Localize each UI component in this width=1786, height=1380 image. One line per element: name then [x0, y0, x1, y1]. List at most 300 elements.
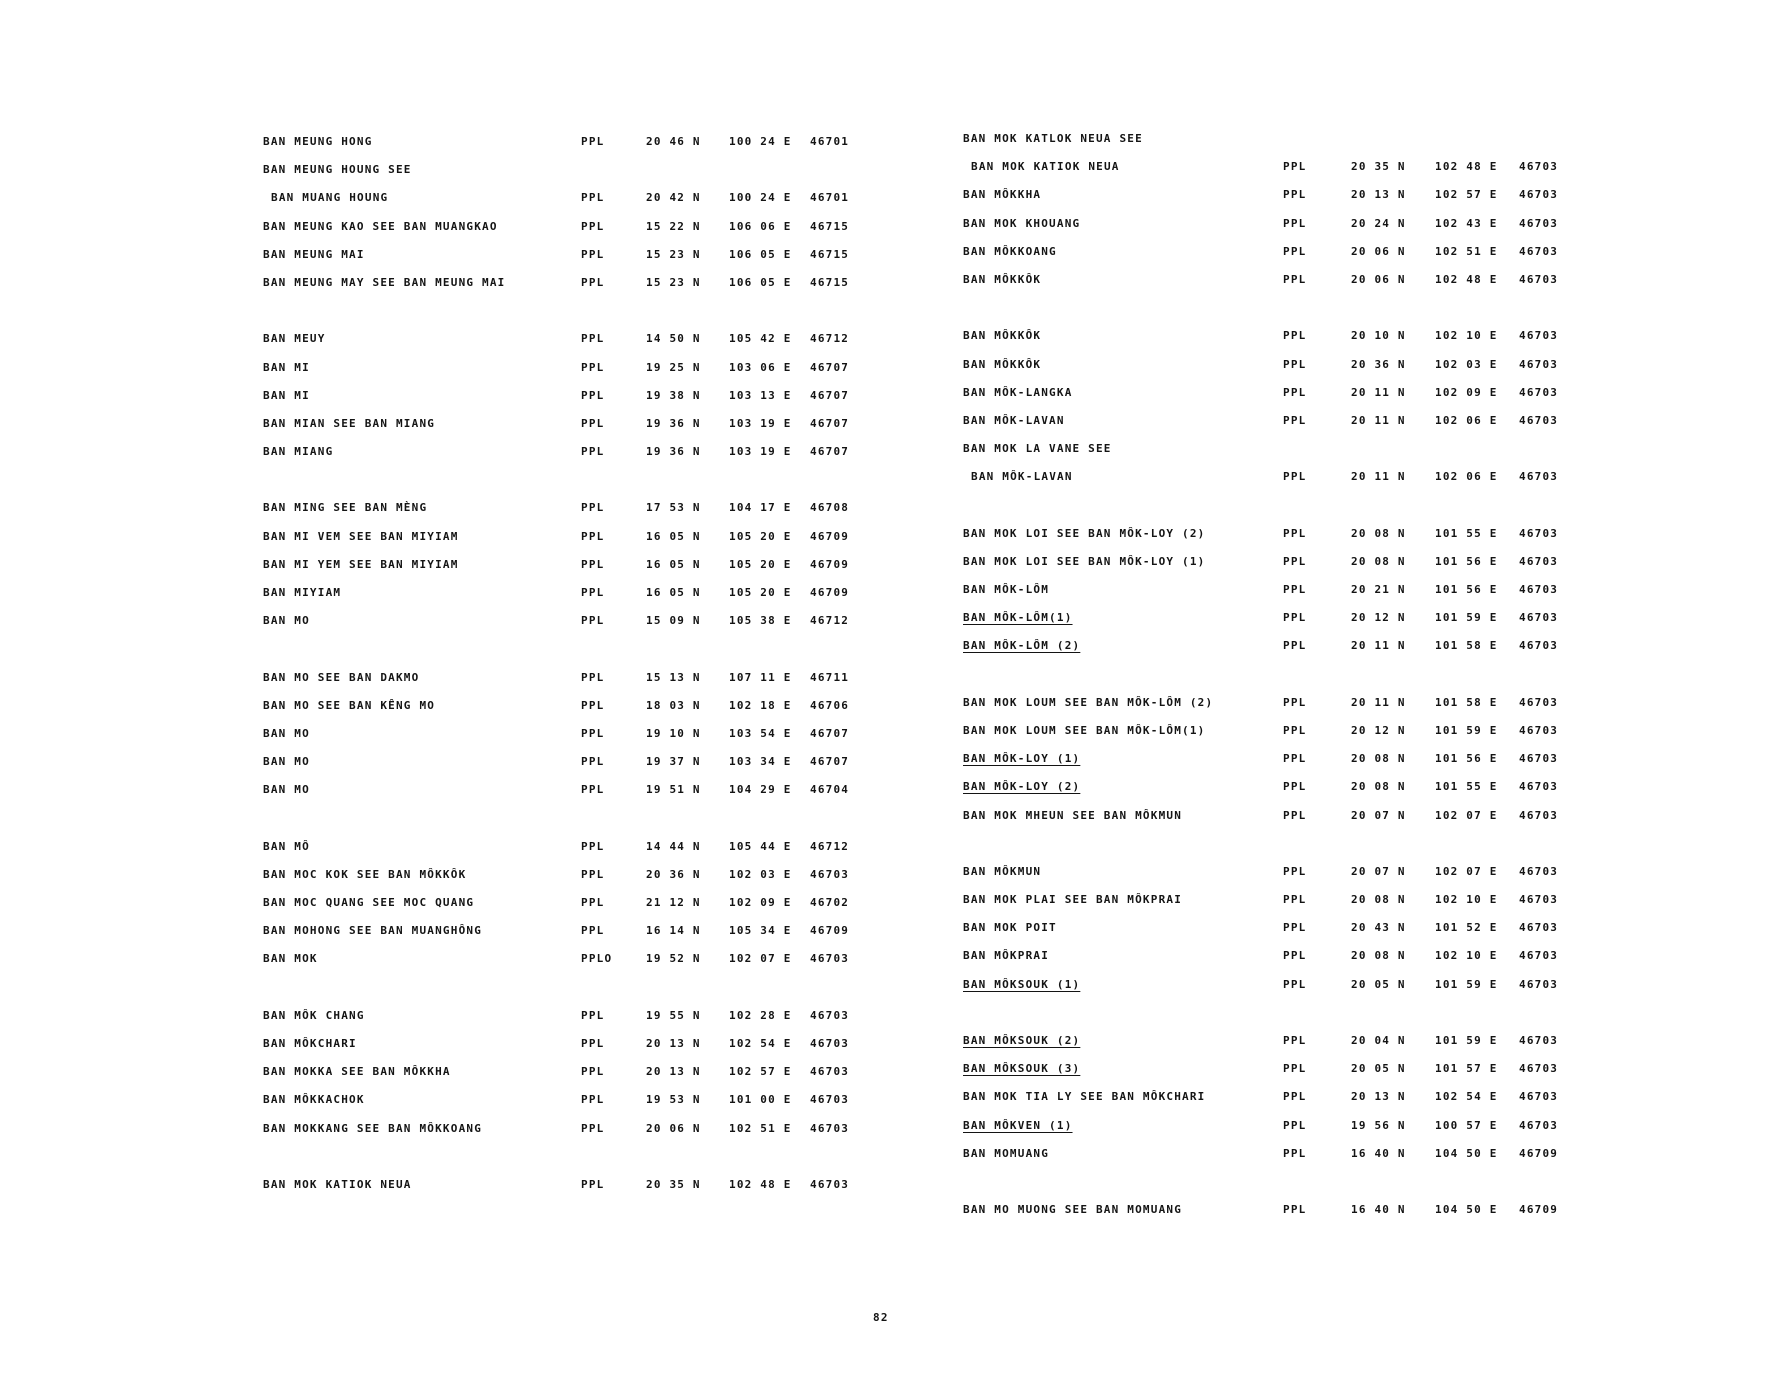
map-code: 46709	[810, 924, 850, 938]
feature-class: PPL	[581, 501, 605, 515]
longitude: 103 19 E	[729, 416, 792, 430]
feature-class: PPL	[581, 416, 605, 430]
feature-class: PPL	[1283, 808, 1307, 822]
gazetteer-entry	[263, 1087, 863, 1115]
map-code: 46709	[1519, 1146, 1559, 1160]
section-gap	[263, 636, 863, 664]
longitude: 105 44 E	[729, 839, 792, 853]
longitude: 100 57 E	[1435, 1118, 1498, 1132]
latitude: 19 53 N	[646, 1093, 701, 1107]
feature-class: PPL	[581, 839, 605, 853]
longitude: 102 28 E	[729, 1008, 792, 1022]
gazetteer-entry	[963, 380, 1583, 408]
gazetteer-entry	[963, 859, 1583, 887]
gazetteer-entry	[263, 918, 863, 946]
map-code: 46709	[810, 586, 850, 599]
map-code: 46703	[1519, 611, 1559, 625]
gazetteer-entry	[963, 1084, 1583, 1112]
gazetteer-entry	[263, 1116, 863, 1144]
map-code: 46703	[810, 1121, 850, 1135]
feature-class: PPL	[581, 191, 605, 205]
feature-class: PPLO	[581, 952, 613, 966]
gazetteer-entry	[963, 408, 1583, 436]
map-code: 46707	[810, 755, 850, 769]
latitude: 20 06 N	[1351, 272, 1406, 286]
latitude: 14 44 N	[646, 839, 701, 853]
gazetteer-entry	[963, 436, 1583, 464]
longitude: 102 06 E	[1435, 413, 1498, 427]
gazetteer-entry	[963, 182, 1583, 210]
latitude: 20 12 N	[1351, 723, 1406, 737]
gazetteer-entry	[963, 803, 1583, 831]
place-name: BAN MOMUANG	[963, 1146, 1050, 1160]
place-name: BAN MI	[263, 360, 310, 374]
latitude: 19 38 N	[646, 388, 701, 402]
map-code: 46703	[1519, 357, 1559, 371]
longitude: 101 58 E	[1435, 695, 1498, 709]
longitude: 101 56 E	[1435, 752, 1498, 766]
map-code: 46711	[810, 670, 850, 684]
map-code: 46703	[1519, 780, 1559, 794]
place-name: BAN MOK KHOUANG	[963, 216, 1081, 230]
map-code: 46708	[810, 501, 850, 515]
latitude: 20 24 N	[1351, 216, 1406, 230]
latitude: 20 11 N	[1351, 385, 1406, 399]
feature-class: PPL	[1283, 357, 1307, 371]
place-name: BAN MOK LOUM SEE BAN MÔK-LÔM(1)	[963, 723, 1206, 737]
gazetteer-entry	[263, 608, 863, 636]
gazetteer-entry	[963, 521, 1583, 549]
map-code: 46703	[1519, 470, 1559, 484]
latitude: 15 09 N	[646, 614, 701, 628]
feature-class: PPL	[581, 1065, 605, 1079]
feature-class: PPL	[581, 1093, 605, 1107]
longitude: 102 10 E	[1435, 329, 1498, 343]
feature-class: PPL	[1283, 639, 1307, 653]
longitude: 100 24 E	[729, 191, 792, 205]
place-name: BAN MOK LOI SEE BAN MÔK-LOY (2)	[963, 526, 1206, 540]
gazetteer-entry	[963, 1197, 1583, 1225]
map-code: 46703	[1519, 160, 1559, 174]
map-code: 46703	[810, 867, 850, 881]
gazetteer-entry	[963, 323, 1583, 351]
feature-class: PPL	[1283, 1146, 1307, 1160]
gazetteer-entry	[963, 126, 1583, 154]
latitude: 20 06 N	[1351, 244, 1406, 258]
place-name: BAN MUANG HOUNG	[271, 191, 389, 205]
longitude: 105 42 E	[729, 332, 792, 346]
latitude: 16 14 N	[646, 924, 701, 938]
place-name: BAN MEUNG MAI	[263, 247, 365, 261]
map-code: 46712	[810, 614, 850, 628]
place-name: BAN MÔKSOUK (2)	[963, 1034, 1081, 1047]
gazetteer-entry	[263, 1172, 863, 1200]
latitude: 20 11 N	[1351, 413, 1406, 427]
feature-class: PPL	[1283, 160, 1307, 174]
feature-class: PPL	[581, 1037, 605, 1050]
latitude: 15 22 N	[646, 219, 701, 233]
gazetteer-entry	[263, 185, 863, 213]
longitude: 101 56 E	[1435, 583, 1498, 596]
place-name: BAN MÔKKÔK	[963, 329, 1042, 343]
feature-class: PPL	[1283, 949, 1307, 963]
longitude: 101 55 E	[1435, 526, 1498, 540]
place-name: BAN MOKKA SEE BAN MÔKKHA	[263, 1065, 451, 1079]
latitude: 20 04 N	[1351, 1034, 1406, 1047]
feature-class: PPL	[581, 135, 605, 148]
longitude: 105 20 E	[729, 529, 792, 543]
gazetteer-entry	[963, 633, 1583, 661]
longitude: 104 17 E	[729, 501, 792, 515]
latitude: 20 12 N	[1351, 611, 1406, 625]
feature-class: PPL	[581, 529, 605, 543]
section-gap	[963, 1169, 1583, 1197]
feature-class: PPL	[1283, 893, 1307, 907]
longitude: 100 24 E	[729, 135, 792, 148]
gazetteer-entry	[963, 1141, 1583, 1169]
place-name: BAN MÔK-LAVAN	[971, 470, 1073, 484]
feature-class: PPL	[1283, 752, 1307, 766]
gazetteer-entry	[263, 721, 863, 749]
place-name: BAN MO	[263, 783, 310, 797]
gazetteer-entry	[963, 464, 1583, 492]
place-name: BAN MOK KATIOK NEUA	[263, 1177, 412, 1191]
gazetteer-entry	[263, 834, 863, 862]
place-name: BAN MOK	[263, 952, 318, 966]
place-name: BAN MO SEE BAN DAKMO	[263, 670, 420, 684]
map-code: 46703	[1519, 1062, 1559, 1076]
feature-class: PPL	[1283, 1090, 1307, 1104]
latitude: 20 13 N	[646, 1037, 701, 1050]
latitude: 18 03 N	[646, 698, 701, 712]
longitude: 101 52 E	[1435, 921, 1498, 935]
latitude: 20 21 N	[1351, 583, 1406, 596]
longitude: 103 06 E	[729, 360, 792, 374]
gazetteer-entry	[263, 777, 863, 805]
latitude: 20 08 N	[1351, 780, 1406, 794]
place-name: BAN MING SEE BAN MÈNG	[263, 501, 428, 515]
feature-class: PPL	[581, 247, 605, 261]
gazetteer-entry	[263, 890, 863, 918]
feature-class: PPL	[1283, 329, 1307, 343]
longitude: 106 05 E	[729, 275, 792, 289]
gazetteer-entry	[963, 746, 1583, 774]
place-name: BAN MOC KOK SEE BAN MÔKKÔK	[263, 867, 467, 881]
gazetteer-entry	[963, 1056, 1583, 1084]
longitude: 102 10 E	[1435, 949, 1498, 963]
longitude: 103 54 E	[729, 726, 792, 740]
gazetteer-entry	[263, 693, 863, 721]
place-name: BAN MÔK-LÔM(1)	[963, 611, 1073, 625]
feature-class: PPL	[1283, 695, 1307, 709]
latitude: 20 07 N	[1351, 864, 1406, 878]
page-number: 82	[873, 1311, 889, 1324]
map-code: 46703	[1519, 977, 1559, 991]
latitude: 19 52 N	[646, 952, 701, 966]
gazetteer-entry	[963, 154, 1583, 182]
map-code: 46703	[810, 952, 850, 966]
feature-class: PPL	[581, 896, 605, 910]
place-name: BAN MOK KATIOK NEUA	[971, 160, 1120, 174]
map-code: 46703	[1519, 752, 1559, 766]
latitude: 20 10 N	[1351, 329, 1406, 343]
gazetteer-entry	[963, 1028, 1583, 1056]
longitude: 105 34 E	[729, 924, 792, 938]
latitude: 20 36 N	[1351, 357, 1406, 371]
gazetteer-entry	[263, 665, 863, 693]
latitude: 20 43 N	[1351, 921, 1406, 935]
place-name: BAN MÔKPRAI	[963, 949, 1050, 963]
latitude: 20 08 N	[1351, 554, 1406, 568]
gazetteer-entry	[963, 239, 1583, 267]
gazetteer-entry	[263, 552, 863, 580]
map-code: 46709	[810, 529, 850, 543]
longitude: 107 11 E	[729, 670, 792, 684]
map-code: 46703	[1519, 526, 1559, 540]
map-code: 46707	[810, 445, 850, 459]
gazetteer-entry	[263, 157, 863, 185]
place-name: BAN MÔKKÔK	[963, 357, 1042, 371]
place-name: BAN MOK KATLOK NEUA SEE	[963, 132, 1143, 145]
longitude: 101 00 E	[729, 1093, 792, 1107]
latitude: 20 11 N	[1351, 639, 1406, 653]
gazetteer-entry	[263, 580, 863, 608]
gazetteer-entry	[263, 1031, 863, 1059]
longitude: 105 20 E	[729, 557, 792, 571]
place-name: BAN MÔKSOUK (3)	[963, 1062, 1081, 1076]
feature-class: PPL	[581, 275, 605, 289]
place-name: BAN MEUNG KAO SEE BAN MUANGKAO	[263, 219, 498, 233]
map-code: 46703	[1519, 413, 1559, 427]
latitude: 20 13 N	[1351, 188, 1406, 202]
feature-class: PPL	[1283, 1203, 1307, 1217]
map-code: 46703	[810, 1093, 850, 1107]
place-name: BAN MOK LA VANE SEE	[963, 442, 1112, 456]
longitude: 101 59 E	[1435, 611, 1498, 625]
place-name: BAN MOK TIA LY SEE BAN MÔKCHARI	[963, 1090, 1206, 1104]
longitude: 102 54 E	[1435, 1090, 1498, 1104]
gazetteer-entry	[263, 862, 863, 890]
map-code: 46703	[1519, 272, 1559, 286]
feature-class: PPL	[581, 388, 605, 402]
place-name: BAN MÔKSOUK (1)	[963, 977, 1081, 991]
feature-class: PPL	[1283, 921, 1307, 935]
place-name: BAN MÔ	[263, 839, 310, 853]
longitude: 104 50 E	[1435, 1203, 1498, 1217]
gazetteer-entry	[263, 495, 863, 523]
map-code: 46703	[1519, 554, 1559, 568]
place-name: BAN MÔKKÔK	[963, 272, 1042, 286]
longitude: 103 13 E	[729, 388, 792, 402]
gazetteer-entry	[263, 411, 863, 439]
longitude: 104 29 E	[729, 783, 792, 797]
gazetteer-entry	[963, 915, 1583, 943]
latitude: 20 35 N	[646, 1177, 701, 1191]
place-name: BAN MO	[263, 726, 310, 740]
section-gap	[263, 975, 863, 1003]
feature-class: PPL	[1283, 470, 1307, 484]
latitude: 20 11 N	[1351, 470, 1406, 484]
feature-class: PPL	[581, 1177, 605, 1191]
longitude: 104 50 E	[1435, 1146, 1498, 1160]
place-name: BAN MO MUONG SEE BAN MOMUANG	[963, 1203, 1183, 1217]
longitude: 102 48 E	[729, 1177, 792, 1191]
gazetteer-entry	[263, 270, 863, 298]
place-name: BAN MÔK-LOY (2)	[963, 780, 1081, 794]
latitude: 19 37 N	[646, 755, 701, 769]
place-name: BAN MÔK CHANG	[263, 1008, 365, 1022]
feature-class: PPL	[1283, 1062, 1307, 1076]
longitude: 102 07 E	[1435, 808, 1498, 822]
feature-class: PPL	[581, 219, 605, 233]
latitude: 20 06 N	[646, 1121, 701, 1135]
map-code: 46707	[810, 388, 850, 402]
longitude: 105 20 E	[729, 586, 792, 599]
longitude: 106 06 E	[729, 219, 792, 233]
place-name: BAN MOC QUANG SEE MOC QUANG	[263, 896, 475, 910]
gazetteer-entry	[963, 577, 1583, 605]
gazetteer-entry	[963, 211, 1583, 239]
place-name: BAN MO	[263, 614, 310, 628]
map-code: 46704	[810, 783, 850, 797]
feature-class: PPL	[1283, 272, 1307, 286]
latitude: 16 40 N	[1351, 1203, 1406, 1217]
longitude: 101 58 E	[1435, 639, 1498, 653]
place-name: BAN MOK LOI SEE BAN MÔK-LOY (1)	[963, 554, 1206, 568]
latitude: 19 51 N	[646, 783, 701, 797]
map-code: 46703	[1519, 329, 1559, 343]
gazetteer-entry	[963, 774, 1583, 802]
map-code: 46706	[810, 698, 850, 712]
longitude: 102 10 E	[1435, 893, 1498, 907]
latitude: 20 13 N	[1351, 1090, 1406, 1104]
gazetteer-entry	[963, 972, 1583, 1000]
section-gap	[963, 1000, 1583, 1028]
latitude: 20 13 N	[646, 1065, 701, 1079]
longitude: 102 57 E	[729, 1065, 792, 1079]
map-code: 46701	[810, 135, 850, 148]
map-code: 46702	[810, 896, 850, 910]
section-gap	[963, 492, 1583, 520]
latitude: 15 13 N	[646, 670, 701, 684]
map-code: 46703	[810, 1065, 850, 1079]
feature-class: PPL	[1283, 583, 1307, 596]
longitude: 103 19 E	[729, 445, 792, 459]
map-code: 46709	[810, 557, 850, 571]
latitude: 19 36 N	[646, 416, 701, 430]
left-column	[263, 129, 863, 1200]
feature-class: PPL	[1283, 1034, 1307, 1047]
latitude: 20 11 N	[1351, 695, 1406, 709]
feature-class: PPL	[581, 924, 605, 938]
gazetteer-entry	[963, 718, 1583, 746]
longitude: 103 34 E	[729, 755, 792, 769]
latitude: 19 55 N	[646, 1008, 701, 1022]
place-name: BAN MÔKKHA	[963, 188, 1042, 202]
map-code: 46703	[1519, 1090, 1559, 1104]
map-code: 46715	[810, 219, 850, 233]
gazetteer-entry	[263, 524, 863, 552]
latitude: 20 07 N	[1351, 808, 1406, 822]
feature-class: PPL	[581, 557, 605, 571]
longitude: 102 09 E	[729, 896, 792, 910]
longitude: 102 06 E	[1435, 470, 1498, 484]
feature-class: PPL	[1283, 526, 1307, 540]
gazetteer-entry	[263, 326, 863, 354]
latitude: 16 05 N	[646, 557, 701, 571]
map-code: 46712	[810, 332, 850, 346]
map-code: 46703	[810, 1177, 850, 1191]
longitude: 101 57 E	[1435, 1062, 1498, 1076]
map-code: 46703	[1519, 1034, 1559, 1047]
feature-class: PPL	[581, 726, 605, 740]
place-name: BAN MÔKVEN (1)	[963, 1118, 1073, 1132]
latitude: 19 36 N	[646, 445, 701, 459]
feature-class: PPL	[581, 698, 605, 712]
latitude: 16 05 N	[646, 586, 701, 599]
map-code: 46707	[810, 416, 850, 430]
gazetteer-entry	[963, 267, 1583, 295]
section-gap	[963, 662, 1583, 690]
map-code: 46707	[810, 726, 850, 740]
longitude: 101 59 E	[1435, 977, 1498, 991]
map-code: 46703	[1519, 695, 1559, 709]
place-name: BAN MÔKMUN	[963, 864, 1042, 878]
section-gap	[263, 298, 863, 326]
longitude: 102 57 E	[1435, 188, 1498, 202]
place-name: BAN MOK MHEUN SEE BAN MÔKMUN	[963, 808, 1183, 822]
map-code: 46703	[810, 1037, 850, 1050]
longitude: 102 54 E	[729, 1037, 792, 1050]
gazetteer-entry	[963, 352, 1583, 380]
place-name: BAN MÔKKOANG	[963, 244, 1057, 258]
longitude: 102 51 E	[1435, 244, 1498, 258]
feature-class: PPL	[1283, 385, 1307, 399]
gazetteer-entry	[263, 214, 863, 242]
feature-class: PPL	[1283, 244, 1307, 258]
map-code: 46703	[1519, 864, 1559, 878]
feature-class: PPL	[581, 360, 605, 374]
latitude: 20 42 N	[646, 191, 701, 205]
longitude: 102 07 E	[729, 952, 792, 966]
map-code: 46709	[1519, 1203, 1559, 1217]
latitude: 20 08 N	[1351, 526, 1406, 540]
feature-class: PPL	[1283, 611, 1307, 625]
place-name: BAN MEUNG HOUNG SEE	[263, 163, 412, 177]
gazetteer-entry	[263, 946, 863, 974]
longitude: 102 09 E	[1435, 385, 1498, 399]
place-name: BAN MÔKKACHOK	[263, 1093, 365, 1107]
longitude: 102 07 E	[1435, 864, 1498, 878]
place-name: BAN MOKKANG SEE BAN MÔKKOANG	[263, 1121, 483, 1135]
latitude: 19 25 N	[646, 360, 701, 374]
map-code: 46703	[810, 1008, 850, 1022]
longitude: 106 05 E	[729, 247, 792, 261]
feature-class: PPL	[1283, 1118, 1307, 1132]
gazetteer-entry	[963, 549, 1583, 577]
map-code: 46703	[1519, 188, 1559, 202]
section-gap	[263, 806, 863, 834]
longitude: 105 38 E	[729, 614, 792, 628]
feature-class: PPL	[581, 332, 605, 346]
place-name: BAN MOK POIT	[963, 921, 1057, 935]
longitude: 102 03 E	[729, 867, 792, 881]
gazetteer-entry	[263, 749, 863, 777]
right-column	[963, 126, 1583, 1225]
latitude: 20 08 N	[1351, 752, 1406, 766]
map-code: 46703	[1519, 216, 1559, 230]
feature-class: PPL	[581, 783, 605, 797]
